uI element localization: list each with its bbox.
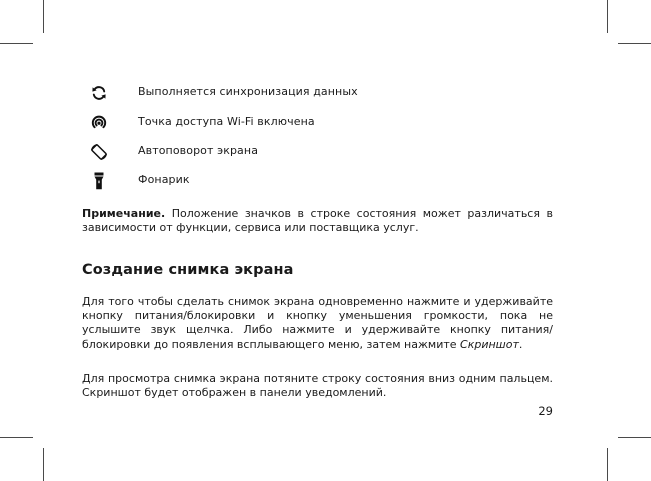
wifi-hotspot-icon [90,114,108,132]
status-icon-row-flashlight [82,172,562,196]
crop-mark-bottom-left-horizontal [0,437,33,438]
crop-mark-bottom-right-horizontal [618,437,651,438]
auto-rotate-icon [90,143,108,161]
status-icon-row-rotate [82,143,562,167]
sync-icon [90,84,108,102]
flashlight-icon [90,172,108,190]
note-paragraph [82,207,553,235]
note-text: Положение значков в строке состояния может различаться в зависимости от функции, сервиса или поставщика услуг. [82,207,553,235]
status-icon-row-hotspot [82,114,562,138]
status-icon-label: Автоповорот экрана [138,144,259,157]
status-icon-label: Выполняется синхронизация данных [138,85,358,98]
page-number: 29 [538,404,553,418]
screenshot-instructions-paragraph [82,295,553,352]
note-label: Примечание. [82,207,166,220]
section-heading: Создание снимка экрана [82,262,294,278]
paragraph-text: Для того чтобы сделать снимок экрана одновременно нажмите и удерживайте кнопку питания/блокировки и кнопку уменьшения громкости, пока не услышите звук щелчка. Либо нажмите и удерживайте кнопку питания/блокировки до появления всплывающего меню, затем нажмите [82,295,553,351]
status-icon-label: Точка доступа Wi-Fi включена [138,115,315,128]
status-icon-row-sync [82,84,562,108]
crop-mark-top-left-vertical [43,0,44,33]
crop-mark-top-right-horizontal [618,43,651,44]
crop-mark-bottom-left-vertical [43,448,44,481]
status-icon-label: Фонарик [138,173,190,186]
screenshot-view-paragraph: Для просмотра снимка экрана потяните строку состояния вниз одним пальцем. Скриншот будет отображен в панели уведомлений. [82,372,553,400]
screenshot-menu-item-emphasis: Скриншот [460,337,519,351]
crop-mark-top-left-horizontal [0,43,33,44]
crop-mark-bottom-right-vertical [607,448,608,481]
crop-mark-top-right-vertical [607,0,608,33]
paragraph-end: . [518,337,523,351]
